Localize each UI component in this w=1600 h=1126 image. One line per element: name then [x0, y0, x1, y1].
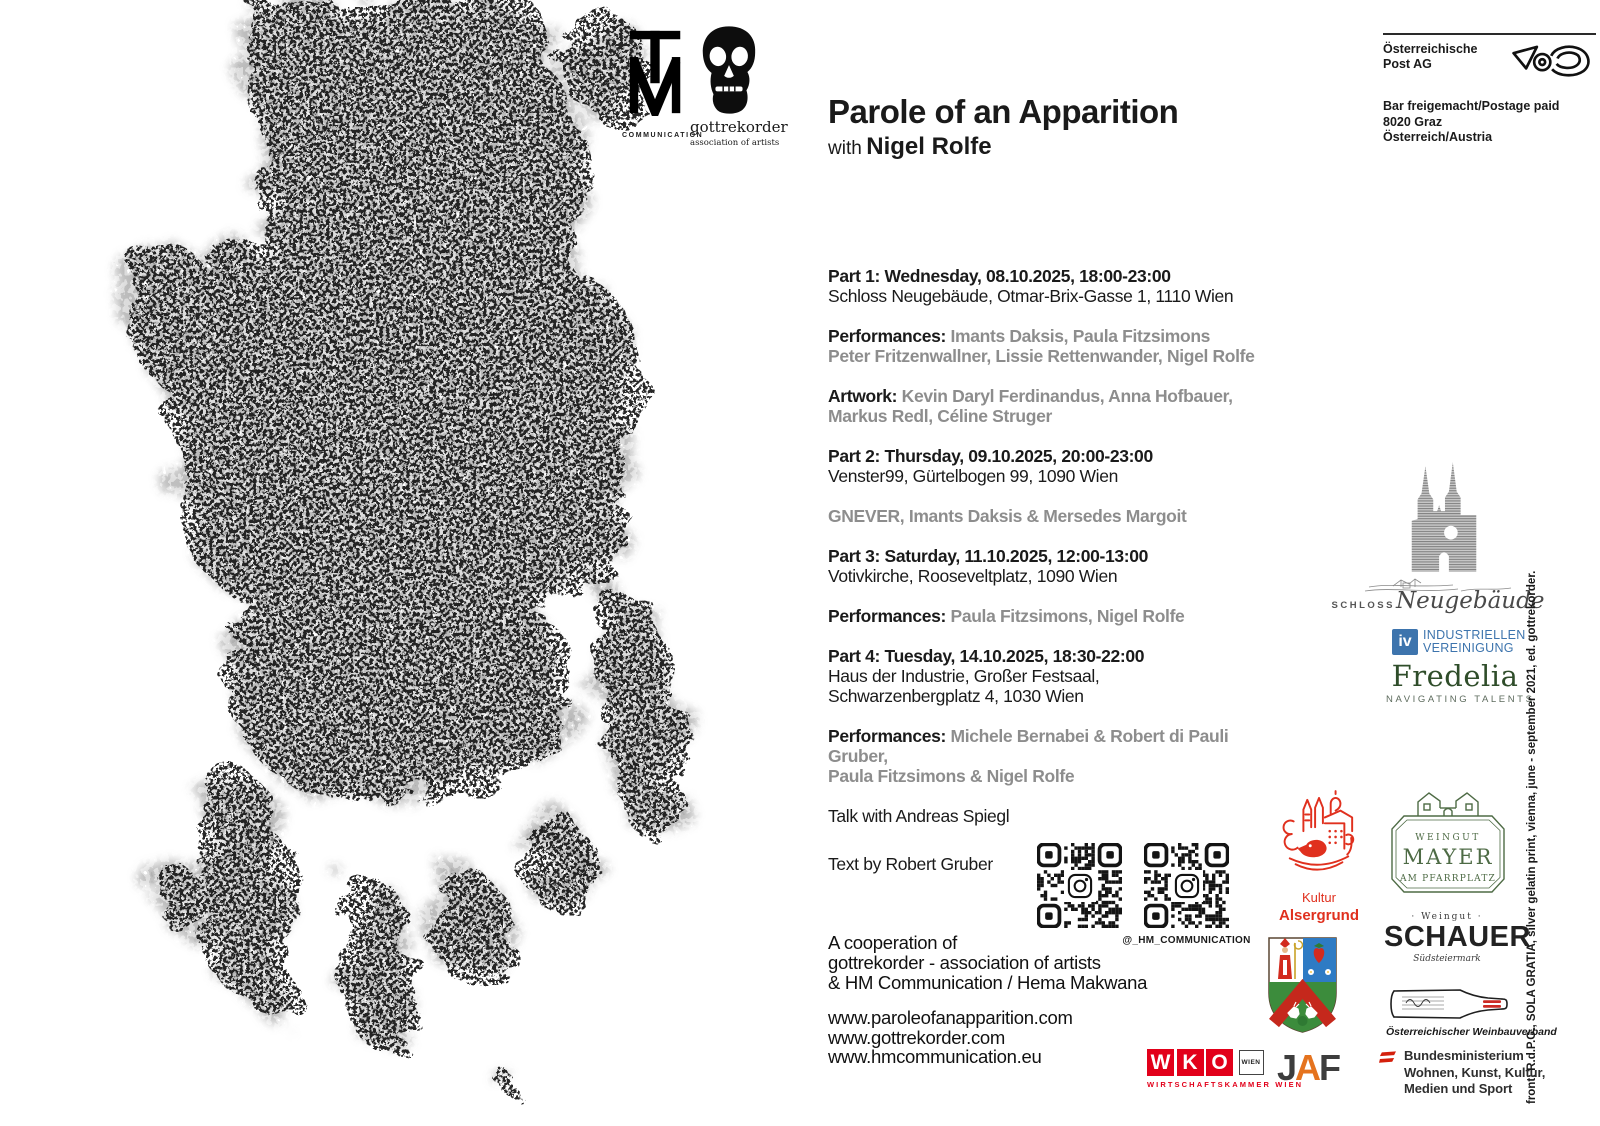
- performances-label: Performances:: [828, 726, 951, 746]
- bundesministerium-logo: [1379, 1048, 1545, 1098]
- instagram-icon: [1171, 870, 1203, 902]
- postage-paid: [1383, 99, 1596, 146]
- title-block: [828, 94, 1178, 161]
- website-hmcommunication: www.hmcommunication.eu: [828, 1046, 1042, 1067]
- performances-names: Peter Fritzenwallner, Lissie Rettenwander, Nigel Rolfe: [828, 346, 1255, 366]
- performances-label: Performances:: [828, 326, 951, 346]
- iv-line1: INDUSTRIELLEN: [1423, 628, 1526, 642]
- fredelia-tagline: NAVIGATING TALENTS: [1386, 694, 1535, 705]
- performances-names: Michele Bernabei & Robert di Pauli Gruber,: [828, 726, 1229, 766]
- hm-communication-logo: [622, 28, 704, 139]
- cooperation-line: gottrekorder - association of artists: [828, 952, 1101, 973]
- schauer-name: SCHAUER: [1384, 921, 1531, 953]
- schauer-below: Südsteiermark: [1413, 954, 1481, 964]
- qr-code-left: [1037, 843, 1122, 928]
- hm-logo-caption: COMMUNICATION: [622, 132, 704, 139]
- austria-flag-icon: [1379, 1051, 1396, 1065]
- part4-venue: Haus der Industrie, Großer Festsaal,: [828, 666, 1100, 686]
- weinbauverband-logo: [1386, 984, 1557, 1038]
- artwork-names: Kevin Daryl Ferdinandus, Anna Hofbauer,: [901, 386, 1233, 406]
- mayer-octagon-icon: [1390, 788, 1506, 894]
- qr-code-hm-communication: [1122, 843, 1251, 946]
- artwork-names: Markus Redl, Céline Struger: [828, 406, 1052, 426]
- cooperation-block: [828, 933, 1147, 993]
- qr-handle: @_HM_COMMUNICATION: [1122, 935, 1251, 946]
- alsergrund-lineart-icon: [1280, 787, 1358, 883]
- gottrekorder-logo: [690, 24, 788, 148]
- bmi-line2: Wohnen, Kunst, Kultur,: [1404, 1064, 1546, 1080]
- part3-block: [828, 546, 1283, 586]
- bmi-line1: Bundesministerium: [1404, 1048, 1524, 1063]
- schloss-name: Neugebäude: [1395, 588, 1545, 614]
- part1-performances: [828, 326, 1283, 366]
- part1-block: [828, 266, 1283, 306]
- performances-names: Paula Fitzsimons, Nigel Rolfe: [950, 606, 1185, 626]
- part4-performances: [828, 726, 1283, 786]
- votivkirche-logo: [1400, 462, 1488, 572]
- website-gottrekorder: www.gottrekorder.com: [828, 1026, 1006, 1048]
- bmi-line3: Medien und Sport: [1404, 1081, 1513, 1096]
- coat-of-arms-icon: [1266, 935, 1339, 1035]
- skull-icon: [698, 24, 760, 116]
- page-title: Parole of an Apparition: [828, 93, 1179, 130]
- postage-paid-line3: Österreich/Austria: [1383, 130, 1493, 144]
- alsergrund-name: Alsergrund: [1278, 907, 1359, 924]
- schauer-above: · Weingut ·: [1411, 912, 1483, 922]
- qr-row: [1037, 843, 1251, 946]
- iv-text: [1423, 629, 1526, 655]
- instagram-icon: [1064, 870, 1096, 902]
- wko-letter: K: [1177, 1049, 1204, 1076]
- weingut-schauer-logo: [1384, 912, 1531, 964]
- websites-block: [828, 1008, 1073, 1067]
- postage-paid-line2: 8020 Graz: [1383, 114, 1443, 129]
- part4-heading: Part 4: Tuesday, 14.10.2025, 18:30-22:00: [828, 646, 1145, 666]
- post-sender: [1383, 42, 1478, 72]
- fredelia-logo: [1386, 659, 1535, 705]
- part4-block: [828, 646, 1283, 706]
- weingut-mayer-logo: [1390, 788, 1506, 894]
- iv-line2: VEREINIGUNG: [1423, 641, 1514, 655]
- hm-monogram-icon: [626, 28, 684, 116]
- ink-print-artwork: [0, 0, 760, 1126]
- mayer-line2: MAYER: [1402, 845, 1494, 869]
- wko-letter: O: [1206, 1049, 1233, 1076]
- part3-heading: Part 3: Saturday, 11.10.2025, 12:00-13:00: [828, 546, 1148, 566]
- schloss-neugebaeude-logo: [1331, 578, 1545, 614]
- part3-performances: [828, 606, 1283, 626]
- performances-names: Imants Daksis, Paula Fitzsimons: [950, 326, 1211, 346]
- kultur-alsergrund-logo: [1277, 787, 1361, 924]
- subtitle-with: with: [828, 138, 862, 159]
- wko-wien-box: WIEN: [1239, 1050, 1264, 1075]
- part1-artwork: [828, 386, 1283, 426]
- iv-badge: iv: [1392, 629, 1418, 655]
- vertical-caption: front: R.d.P.G., SOLA GRATIA, silver gelatin print, vienna, june - september 2021, ed. gottrekorder.: [1526, 570, 1538, 1104]
- part4-venue: Schwarzenbergplatz 4, 1030 Wien: [828, 686, 1084, 706]
- wko-subtitle: WIRTSCHAFTSKAMMER WIEN: [1147, 1080, 1304, 1089]
- jaf-a: A: [1295, 1047, 1320, 1088]
- schloss-prefix: SCHLOSS: [1331, 600, 1395, 611]
- artwork-label: Artwork:: [828, 386, 902, 406]
- wine-bottle-icon: [1386, 984, 1514, 1024]
- weinbauverband-label: Österreichischer Weinbauverband: [1386, 1026, 1557, 1038]
- part3-venue: Votivkirche, Rooseveltplatz, 1090 Wien: [828, 566, 1118, 586]
- cooperation-line: & HM Communication / Hema Makwana: [828, 972, 1148, 993]
- website-parole: www.paroleofanapparition.com: [828, 1007, 1073, 1028]
- industriellenvereinigung-logo: [1392, 629, 1526, 655]
- postage-paid-line1: Bar freigemacht/Postage paid: [1383, 99, 1560, 113]
- part2-venue: Venster99, Gürtelbogen 99, 1090 Wien: [828, 466, 1118, 486]
- mayer-line1: WEINGUT: [1415, 833, 1481, 843]
- postage-block: [1383, 33, 1596, 146]
- talk-line: Talk with Andreas Spiegl: [828, 806, 1010, 826]
- postage-rule: [1383, 33, 1596, 35]
- alsergrund-coat-of-arms: [1266, 935, 1339, 1035]
- performances-label: Performances:: [828, 606, 951, 626]
- cooperation-line: A cooperation of: [828, 932, 957, 953]
- post-horn-icon: [1510, 44, 1596, 82]
- program: [828, 266, 1283, 894]
- part1-venue: Schloss Neugebäude, Otmar-Brix-Gasse 1, 1110 Wien: [828, 286, 1234, 306]
- gottrekorder-name: gottrekorder: [690, 118, 788, 136]
- part2-lineup: GNEVER, Imants Daksis & Mersedes Margoit: [828, 506, 1187, 526]
- part2-heading: Part 2: Thursday, 09.10.2025, 20:00-23:00: [828, 446, 1153, 466]
- fredelia-name: Fredelia: [1391, 659, 1519, 693]
- jaf-logo: [1277, 1047, 1340, 1088]
- part1-heading: Part 1: Wednesday, 08.10.2025, 18:00-23:00: [828, 266, 1171, 286]
- alsergrund-kultur: Kultur: [1302, 890, 1336, 905]
- votivkirche-silhouette-icon: [1400, 462, 1488, 572]
- part2-block: [828, 446, 1283, 486]
- subtitle: [828, 133, 1178, 161]
- jaf-j: J: [1277, 1047, 1296, 1088]
- performances-names: Paula Fitzsimons & Nigel Rolfe: [828, 766, 1075, 786]
- bmi-text: [1404, 1048, 1545, 1098]
- post-sender-line1: Österreichische: [1383, 42, 1478, 56]
- wko-letter: W: [1147, 1049, 1174, 1076]
- gottrekorder-subtitle: association of artists: [690, 138, 780, 148]
- text-by-line: Text by Robert Gruber: [828, 854, 993, 874]
- subtitle-artist: Nigel Rolfe: [866, 133, 992, 160]
- mayer-line3: AM PFARRPLATZ: [1399, 874, 1497, 884]
- post-sender-line2: Post AG: [1383, 57, 1432, 71]
- jaf-f: F: [1319, 1047, 1340, 1088]
